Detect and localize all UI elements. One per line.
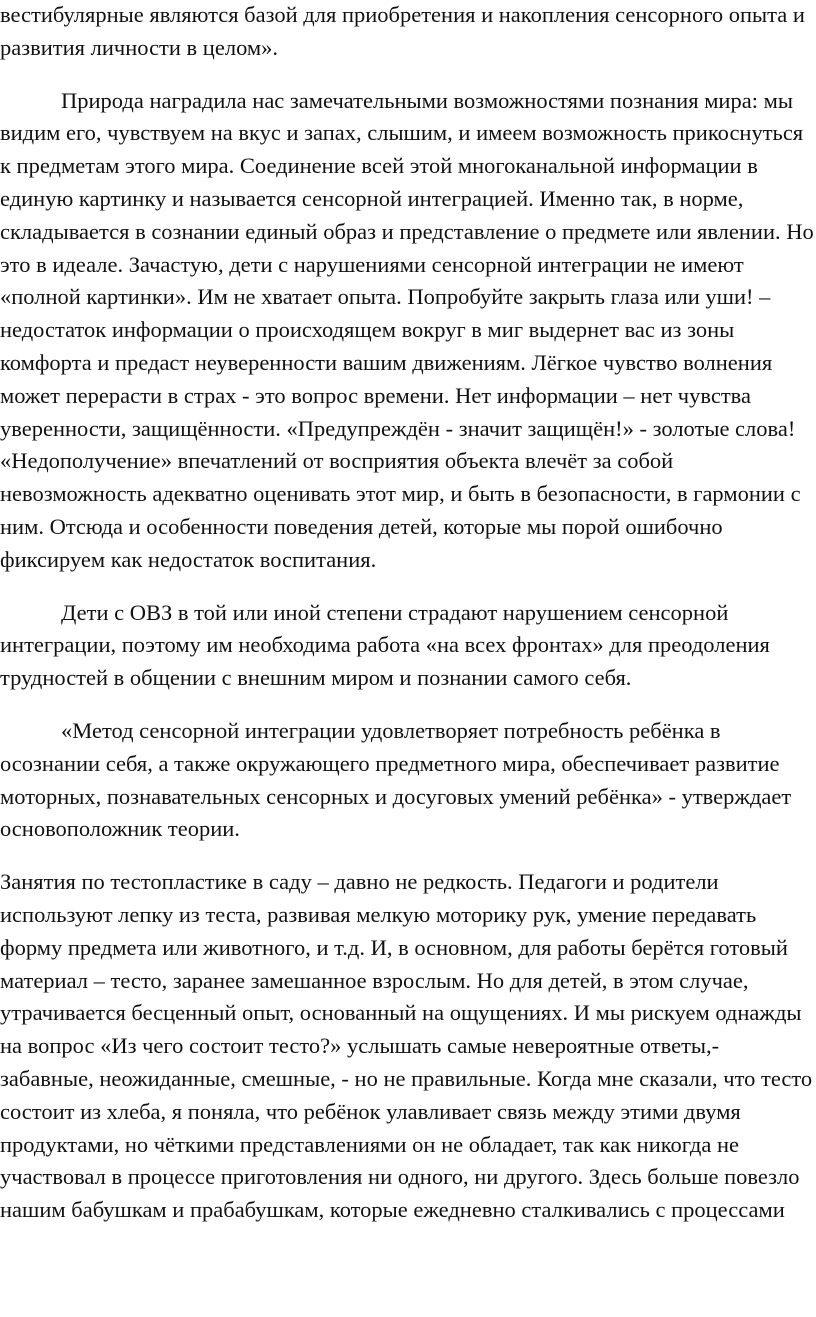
paragraph-gap xyxy=(0,846,814,866)
paragraph-3: Дети с ОВЗ в той или иной степени страдают нарушением сенсорной интеграции, поэтому им необходима работа «на всех фронтах» для преодоления трудностей в общении с внешним миром и познании самого себя. xyxy=(0,599,770,691)
paragraph-5: Занятия по тестопластике в саду – давно не редкость. Педагоги и родители используют лепку из теста, развивая мелкую моторику рук, умение передавать форму предмета или животного, и т.д. И, в основном, для работы берётся готовый материал – тесто, заранее замешанное взрослым. Но для детей, в этом случае, утрачивается бесценный опыт, основанный на ощущениях. И мы рискуем однажды на вопрос «Из чего состоит тесто?» услышать самые невероятные ответы,- забавные, неожиданные, смешные, - но не правильные. Когда мне сказали, что тесто состоит из хлеба, я поняла, что ребёнок улавливает связь между этими двумя продуктами, но чёткими представлениями он не обладает, так как никогда не участвовал в процессе приготовления ни одного, ни другого. Здесь больше повезло нашим бабушкам и прабабушкам, которые ежедневно сталкивались с процессами xyxy=(0,869,813,1223)
paragraph-1: вестибулярные являются базой для приобретения и накопления сенсорного опыта и развития личности в целом». xyxy=(0,2,805,60)
paragraph-2: Природа наградила нас замечательными возможностями познания мира: мы видим его, чувствуем на вкус и запах, слышим, и имеем возможность прикоснуться к предметам этого мира. Соединение всей этой многоканальной информации в единую картинку и называется сенсорной интеграцией. Именно так, в норме, складывается в сознании единый образ и представление о предмете или явлении. Но это в идеале. Зачастую, дети с нарушениями сенсорной интеграции не имеют «полной картинки». Им не хватает опыта. Попробуйте закрыть глаза или уши! – недостаток информации о происходящем вокруг в миг выдернет вас из зоны комфорта и предаст неуверенности вашим движениям. Лёгкое чувство волнения может перерасти в страх - это вопрос времени. Нет информации – нет чувства уверенности, защищённости. «Предупреждён - значит защищён!» - золотые слова! «Недополучение» впечатлений от восприятия объекта влечёт за собой невозможность адекватно оценивать этот мир, и быть в безопасности, в гармонии с ним. Отсюда и особенности поведения детей, которые мы порой ошибочно фиксируем как недостаток воспитания. xyxy=(0,87,814,572)
paragraph-gap xyxy=(0,695,814,715)
paragraph-gap xyxy=(0,65,814,85)
paragraph-gap xyxy=(0,577,814,597)
paragraph-4: «Метод сенсорной интеграции удовлетворяет потребность ребёнка в осознании себя, а также окружающего предметного мира, обеспечивает развитие моторных, познавательных сенсорных и досуговых умений ребёнка» - утверждает основоположник теории. xyxy=(0,717,792,842)
